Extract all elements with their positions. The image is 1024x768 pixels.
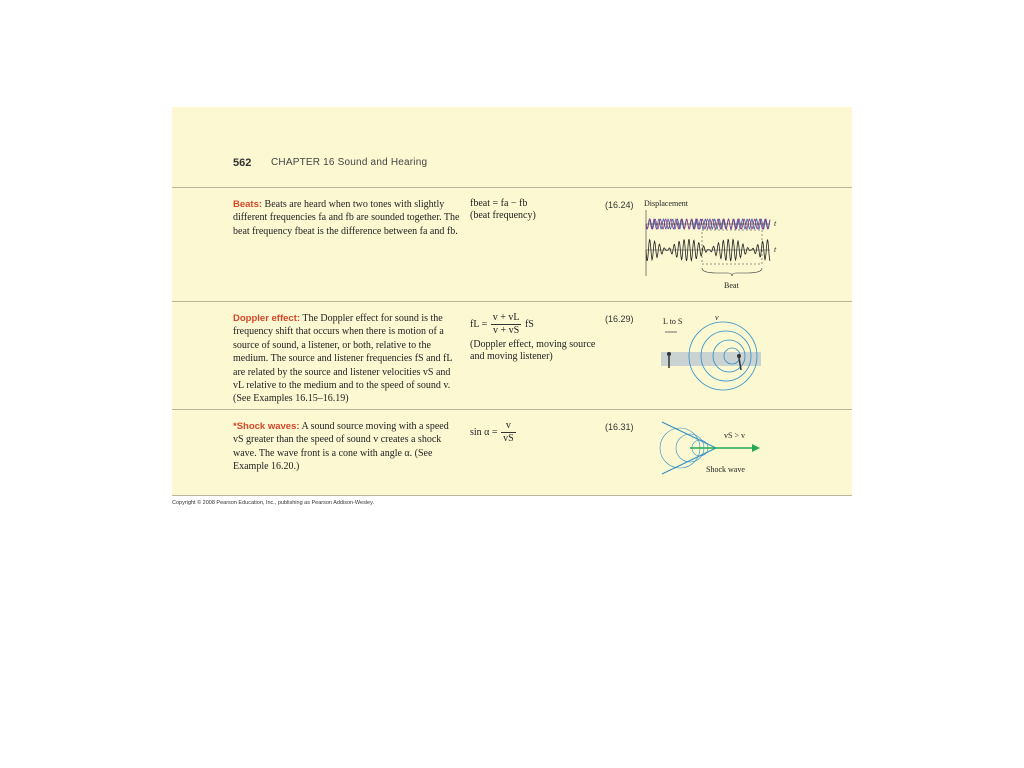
beats-text: Beats are heard when two tones with slightly different frequencies fa and fb are sounded together. The beat frequency fbeat is the difference between fa and fb.: [233, 199, 460, 237]
shock-description: [233, 420, 461, 474]
beats-description: [233, 198, 461, 238]
beats-caption: Beat: [724, 281, 739, 290]
shock-figure: [656, 420, 776, 484]
doppler-equation-note: (Doppler effect, moving source and moving listener): [470, 339, 596, 362]
beats-term: Beats:: [233, 199, 263, 210]
doppler-row: [172, 302, 852, 410]
beats-equation: [470, 198, 600, 222]
shock-numerator: v: [501, 420, 516, 433]
shock-fraction: [501, 420, 516, 445]
doppler-rhs: fS: [524, 318, 534, 330]
shock-row: [172, 410, 852, 496]
doppler-listener-head: [667, 352, 671, 356]
doppler-v-label: v: [715, 316, 719, 322]
shock-speed-label: vS > v: [724, 431, 745, 440]
doppler-fraction: [491, 312, 522, 337]
doppler-figure: [657, 316, 767, 398]
doppler-text: The Doppler effect for sound is the frequency shift that occurs when there is motion of a source of sound, a listener, or both, relative to the medium. The source and listener frequencies fS and fL are related by the source and listener velocities vS and vL relative to the medium and to the speed of sound v. (See Examples 16.15–16.19): [233, 313, 453, 405]
copyright-notice: Copyright © 2008 Pearson Education, Inc., publishing as Pearson Addison-Wesley.: [172, 500, 374, 506]
shock-arrowhead: [752, 444, 760, 452]
doppler-equation: [470, 312, 600, 363]
shock-equation: [470, 420, 600, 445]
beats-equation-note: (beat frequency): [470, 210, 536, 221]
beats-equation-number: (16.24): [605, 200, 634, 210]
beats-t-label-top: t: [774, 219, 777, 228]
beats-brace: [702, 268, 762, 276]
beats-formula: fbeat = fa − fb: [470, 198, 528, 209]
doppler-formula: [470, 312, 600, 337]
beats-row: [172, 188, 852, 302]
shock-term: *Shock waves:: [233, 421, 300, 432]
shock-equation-number: (16.31): [605, 422, 634, 432]
beats-figure: [640, 196, 780, 296]
page-header: [172, 107, 852, 188]
doppler-source-head: [737, 354, 741, 358]
doppler-denominator: v + vS: [492, 325, 520, 336]
shock-lhs: sin α =: [470, 426, 498, 438]
textbook-page: [172, 107, 852, 495]
chapter-title: CHAPTER 16 Sound and Hearing: [271, 157, 428, 168]
doppler-term: Doppler effect:: [233, 313, 301, 324]
doppler-equation-number: (16.29): [605, 314, 634, 324]
shock-text: A sound source moving with a speed vS greater than the speed of sound v creates a shock wave. The wave front is a cone with angle α. (See Example 16.20.): [233, 421, 449, 473]
doppler-numerator: v + vL: [492, 312, 520, 323]
beats-figure-title: Displacement: [644, 199, 688, 208]
doppler-band: [661, 352, 761, 366]
doppler-l-to-s-label: L to S: [663, 317, 683, 326]
shock-caption: Shock wave: [706, 465, 745, 474]
beats-t-label-bottom: t: [774, 245, 777, 254]
page-number: 562: [233, 157, 252, 169]
doppler-lhs: fL =: [470, 318, 488, 330]
doppler-description: [233, 312, 461, 406]
shock-denominator: vS: [503, 433, 514, 444]
